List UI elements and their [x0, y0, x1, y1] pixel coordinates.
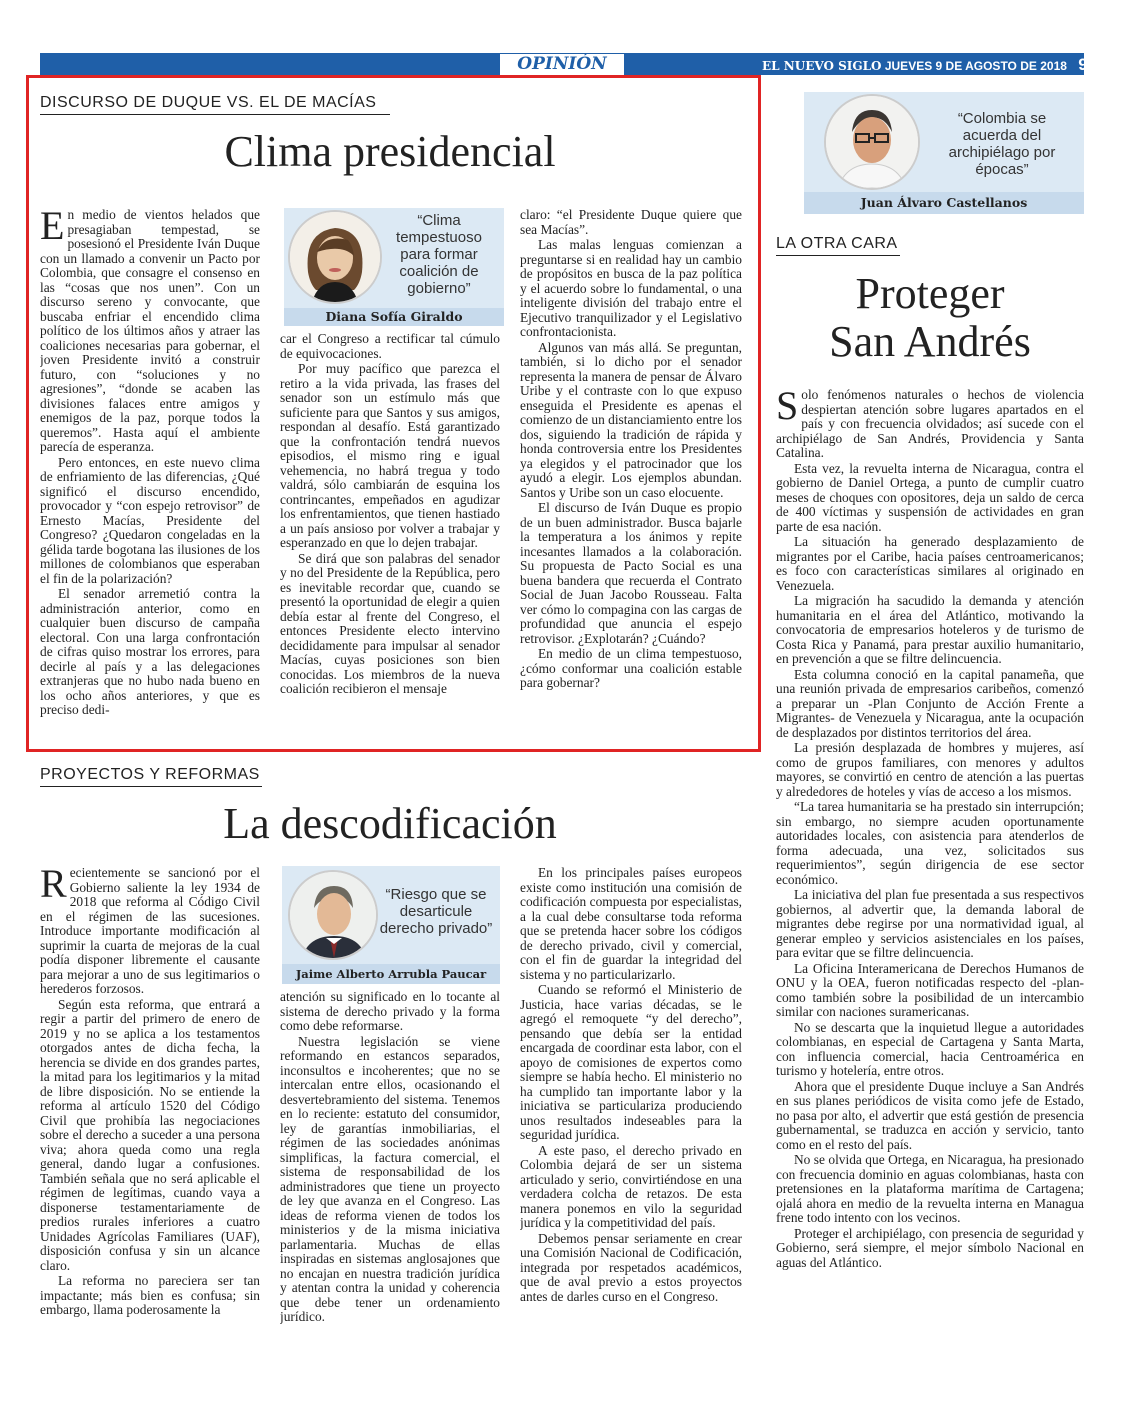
article2-column-1: [40, 866, 260, 1366]
paragraph: No se descarta que la inquietud llegue a autoridades colombianas, en especial de Cartagena y Santa Marta, con influencia comercial, hacia Centroamérica en turismo y hotelería, entre otros.: [776, 1019, 1084, 1078]
pull-quote: “Riesgo que se desarticule derecho privado”: [379, 886, 493, 937]
article2-column-3: [520, 866, 742, 1366]
paragraph: olo fenómenos naturales o hechos de violencia despiertan atención sobre lugares apartados en el país y con frecuencia olvidados; así sucede con el archipiélago de San Andrés, Providencia y Santa Catalina.: [776, 388, 1084, 460]
article1-kicker: DISCURSO DE DUQUE VS. EL DE MACÍAS: [40, 94, 390, 115]
paragraph: Esta columna conoció en la capital panameña, que una reunión privada de empresarios caribeños, comenzó a preparar un -Plan Conjunto de Acción Frente a Migrantes- de Venezuela y Nicaragua, ante la ocupación de desplazados por distintos territorios del área.: [776, 666, 1084, 740]
woman-portrait-icon: [290, 212, 380, 302]
article2-kicker: PROYECTOS Y REFORMAS: [40, 766, 262, 787]
pull-quote: “Clima tempestuoso para formar coalición de gobierno”: [396, 212, 482, 297]
paragraph: La iniciativa del plan fue presentada a sus respectivos gobiernos, al advertir que, la demanda laboral de migrantes debe regirse por una normatividad igual, al generar empleo y servicios asistenciales en los países, para evitar que se filtre delincuencia.: [776, 887, 1084, 960]
author-portrait: [288, 870, 378, 960]
paragraph: Proteger el archipiélago, con presencia de seguridad y Gobierno, será siempre, el mejor símbolo Nacional en aguas del Atlántico.: [776, 1225, 1084, 1270]
paragraph: “La tarea humanitaria se ha prestado sin interrupción; sin embargo, no siempre acuden oportunamente autoridades locales, con asistencia para atenderlos de forma adecuada, una vez, solicitados sus requerimientos”, según dirigencia de ese sector económico.: [776, 799, 1084, 887]
paragraph: No se olvida que Ortega, en Nicaragua, ha presionado con frecuencia dominio en aguas colombianas, hasta con pretensiones en la plataforma marítima de Cartagena; ojalá ahora en medio de la revuelta interna en Managua frene todo intento con los vecinos.: [776, 1152, 1084, 1225]
man-portrait-icon: [826, 96, 918, 188]
author-name: Diana Sofía Giraldo: [284, 308, 504, 326]
paragraph: El discurso de Iván Duque es propio de un buen administrador. Busca bajarle la temperatura a los ánimos y repite incesantes llamados a la colaboración. Su propuesta de Pacto Social es una buena bandera que recuerda el Contrato Social de Juan Jacobo Rousseau. Falta ver cómo lo compagina con las cargas de profundidad que anuncia el espejo retrovisor. ¿Explotarán? ¿Cuándo?: [520, 500, 742, 646]
paragraph: Se dirá que son palabras del senador y no del Presidente de la República, pero es inevitable recordar que, cuando se presentó la oportunidad de elegir a quien debía estar al frente del Congreso, el entonces Presidente electo intervino decididamente para impulsar al senador Macías, cuyas posiciones son bien conocidas. Los miembros de la nueva coalición recibieron el mensaje: [280, 550, 500, 696]
article3-column: [776, 388, 1084, 1378]
paragraph: Esta vez, la revuelta interna de Nicaragua, contra el gobierno de Daniel Ortega, a punto de cumplir cuatro meses de choques con opositores, deja un saldo de cerca de 400 víctimas y suspensión de actividades en gran parte de esa nación.: [776, 460, 1084, 534]
article1-quote-box: [280, 208, 504, 326]
paragraph: En los principales países europeos existe como institución una comisión de codificación compuesta por especialistas, a la cual debe consultarse toda reforma que se pretenda hacer sobre los códigos de derecho privado, civil y comercial, con el fin de guardar la integridad del sistema y no particularizarlo.: [520, 866, 742, 982]
paragraph: Cuando se reformó el Ministerio de Justicia, hace varias décadas, se le agregó el remoquete “y del derecho”, pensando que debía ser la entidad encargada de coordinar esta labor, con el apoyo de comisiones de expertos como siempre se había hecho. El ministerio no ha cumplido tan importante labor y la iniciativa se particulariza produciendo unos resultados indeseables para la seguridad jurídica.: [520, 982, 742, 1142]
article3-quote-box: [800, 92, 1084, 214]
paragraph: Pero entonces, en este nuevo clima de enfriamiento de las diferencias, ¿Qué significó el discurso encendido, provocador y “con espejo retrovisor” de Ernesto Macías, Presidente del Congreso? ¿Quedaron congeladas en la gélida tarde bogotana las ilusiones de los millones de colombianos que esperaban el fin de la polarización?: [40, 454, 260, 586]
author-portrait: [288, 210, 382, 304]
dropcap: R: [40, 866, 67, 906]
paragraph: La migración ha sacudido la demanda y atención humanitaria en el área del Atlántico, motivando la convocatoria de empresarios hoteleros y de turismo de Costa Rica y Panamá, para prestar auxilio humanitario, en prevención a que se filtre delincuencia.: [776, 593, 1084, 666]
paragraph: La situación ha generado desplazamiento de migrantes por el Caribe, hacia países centroamericanos; es foco con características similares al originado en Venezuela.: [776, 534, 1084, 593]
article1-headline: Clima presidencial: [224, 127, 556, 176]
paragraph: La presión desplazada de hombres y mujeres, así como de grupos familiares, con menores y adultos mayores, se convirtió en centro de atención a las puertas y alrededores de hoteles y vías de acceso a los mismos.: [776, 740, 1084, 799]
article1-column-3: [520, 208, 742, 728]
paragraph: Nuestra legislación se viene reformando en estancos separados, inconsultos e incoherentes; que no se intercalan entre ellos, ocasionando el desvertebramiento del sistema. Tenemos en lo reciente: estatuto del consumidor, ley de garantías inmobiliarias, el régimen de las sociedades anónimas simplificas, la factura comercial, el sistema de responsabilidad de los administradores que tiene un proyecto de ley que avanza en el Congreso. Las ideas de reforma vienen de todos los ministerios y de la misma iniciativa parlamentaria. Muchas de ellas inspiradas en sistemas anglosajones que no encajan en nuestra tradición jurídica y atentan contra la unidad y coherencia que debe tener un ordenamiento jurídico.: [280, 1033, 500, 1324]
article1-column-1: [40, 208, 260, 728]
paragraph: Ahora que el presidente Duque incluye a San Andrés en sus planes periódicos de visita como jefe de Estado, no pasa por alto, el advertir que está gestión de presencia gubernamental, se traduzca en acción y servicio, tanto como en el resto del país.: [776, 1078, 1084, 1152]
paragraph: n medio de vientos helados que presagiaban tempestad, se posesionó el Presidente Iván Duque con un llamado a convenir un Pacto por Colombia, que consagre el consenso en las “cosas que nos unen”. Con un discurso sereno y convocante, que buscaba enfriar el encendido clima político de los últimos años y atraer las coaliciones necesarias para gobernar, el joven Presidente invitó a construir futuro, con “soluciones y no agresiones”, “donde se acaben las divisiones falaces entre amigos y enemigos de la paz, porque todos la queremos”. Hasta aquí el ambiente parecía de esperanza.: [40, 208, 260, 454]
publication-name: EL NUEVO SIGLO: [762, 59, 882, 73]
headline-line: San Andrés: [829, 317, 1031, 367]
paragraph: A este paso, el derecho privado en Colombia dejará de ser un sistema articulado y serio, convirtiéndose en una verdadera colcha de retazos. De esta manera ponemos en vilo la seguridad jurídica y la competitividad del país.: [520, 1142, 742, 1230]
article2-column-2: [280, 990, 500, 1366]
paragraph: Las malas lenguas comienzan a preguntarse si en realidad hay un cambio de propósitos en busca de la paz política y el acuerdo sobre lo fundamental, o una inteligente división del trabajo entre el Ejecutivo tranquilizador y el Legislativo confrontacionista.: [520, 237, 742, 339]
paragraph: car el Congreso a rectificar tal cúmulo de equivocaciones.: [280, 332, 500, 361]
page-number: 9A: [1078, 55, 1100, 74]
paragraph: La Oficina Interamericana de Derechos Humanos de ONU y la OEA, fueron notificadas respecto del -plan- como también sobre la posibilidad de un intercambio similar con naciones suramericanas.: [776, 960, 1084, 1019]
author-name: Jaime Alberto Arrubla Paucar: [282, 964, 500, 984]
dropcap: S: [776, 388, 799, 428]
paragraph: atención su significado en lo tocante al sistema de derecho privado y la forma como debe reformarse.: [280, 990, 500, 1033]
article2-quote-box: [278, 866, 500, 984]
paragraph: Debemos pensar seriamente en crear una Comisión Nacional de Codificación, integrada por respetados académicos, que de aval previo a estos proyectos antes de darles curso en el Congreso.: [520, 1230, 742, 1304]
section-label: OPINIÓN: [500, 54, 624, 75]
article1-column-2: [280, 332, 500, 728]
masthead: [762, 54, 1100, 75]
pull-quote: “Colombia se acuerda del archipiélago por épocas”: [948, 110, 1056, 178]
headline-line: Proteger: [855, 269, 1005, 318]
paragraph: El senador arremetió contra la administración anterior, como en cualquier buen discurso de campaña electoral. Con una larga confrontación de cifras quiso mostrar los errores, para decirle al país y a las delegaciones extranjeras que no hubo nada bueno en los ocho años anteriores, y que es preciso dedi-: [40, 586, 260, 717]
article3-kicker: LA OTRA CARA: [776, 235, 900, 256]
author-name: Juan Álvaro Castellanos: [804, 192, 1084, 214]
paragraph: claro: “el Presidente Duque quiere que sea Macías”.: [520, 208, 742, 237]
author-portrait: [824, 94, 920, 190]
man-portrait-icon: [290, 872, 376, 958]
issue-date: JUEVES 9 DE AGOSTO DE 2018: [884, 59, 1067, 73]
article3-headline: [776, 270, 1084, 367]
paragraph: Según esta reforma, que entrará a regir a partir del primero de enero de 2019 y no se aplica a los testamentos otorgados antes de dicha fecha, la herencia se divide en dos grandes partes, la mitad para los legitimarios y la mitad de libre disposición. No se entiende la reforma al artículo 1520 del Código Civil que prohibía las negociaciones sobre el derecho a suceder a una persona viva; ahora queda como una regla general, dando lugar a confusiones. También señala que no será aplicable el régimen de legítimas, cuando vaya a disponerse testamentariamente de predios rurales inferiores a cuatro Unidades Agrícolas Familiares (UAF), disposición confusa y sin un alcance claro.: [40, 996, 260, 1273]
dropcap: E: [40, 208, 65, 248]
paragraph: Algunos van más allá. Se preguntan, también, si lo dicho por el senador representa la manera de pensar de Álvaro Uribe y el contraste con lo que expuso enseguida el Presidente es apenas el comienzo de un distanciamiento entre los dos, siguiendo la tradición de rápida y honda controversia entre los Presidentes ya elegidos y el patrocinador que los ayudó a elegir. Los ejemplos abundan. Santos y Uribe son un caso elocuente.: [520, 339, 742, 500]
paragraph: La reforma no pareciera ser tan impactante; más bien es confusa; sin embargo, llama poderosamente la: [40, 1273, 260, 1317]
paragraph: ecientemente se sancionó por el Gobierno saliente la ley 1934 de 2018 que reforma al Código Civil en el régimen de las sucesiones. Introduce importante modificación al suprimir la cuarta de mejoras de la cual podía disponer libremente el causante para mejorar a uno de sus legitimarios o herederos forzosos.: [40, 866, 260, 996]
paragraph: Por muy pacífico que parezca el retiro a la vida privada, las frases del senador son un estímulo más que suficiente para que Santos y sus amigos, respondan al desafío. Está garantizado que la confrontación tendrá nuevos episodios, el mismo ring e igual vehemencia, no habrá tregua y todo valdrá, sólo cambiarán de esquina los contrincantes, empeñados en agudizar los enfrentamientos, que tienen hastiado a un país ansioso por volver a trabajar y esperanzado en que lo dejen trabajar.: [280, 361, 500, 550]
paragraph: En medio de un clima tempestuoso, ¿cómo conformar una coalición estable para gobernar?: [520, 646, 742, 690]
article2-headline: La descodificación: [223, 799, 557, 848]
